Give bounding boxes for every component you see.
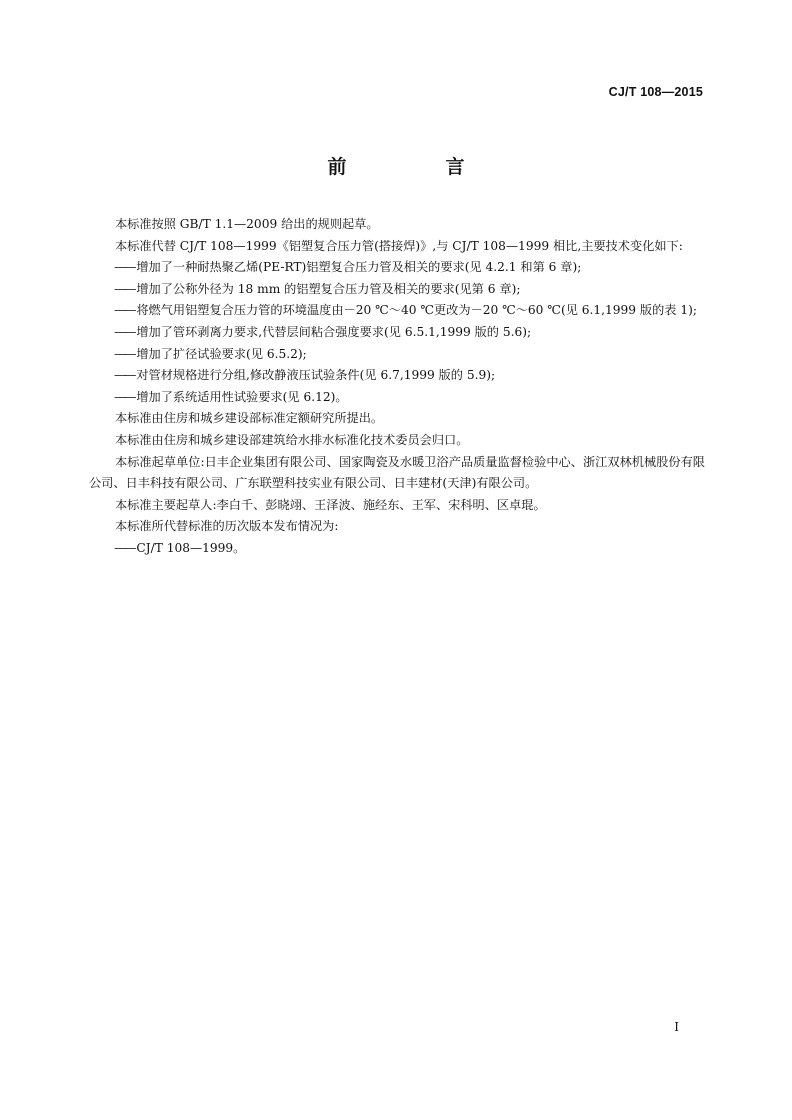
paragraph: 本标准所代替标准的历次版本发布情况为:	[115, 519, 339, 534]
change-item: —— 对管材规格进行分组,修改静液压试验条件(见 6.7,1999 版的 5.9);	[89, 365, 705, 387]
page-number: Ⅰ	[674, 1020, 679, 1034]
paragraph: 本标准代替 CJ/T 108—1999《铝塑复合压力管(搭接焊)》,与 CJ/T 108—1999 相比,主要技术变化如下:	[115, 238, 683, 253]
change-item: —— 增加了一种耐热聚乙烯(PE-RT)铝塑复合压力管及相关的要求(见 4.2.1 和第 6 章);	[89, 257, 705, 279]
paragraph: 本标准起草单位:日丰企业集团有限公司、国家陶瓷及水暖卫浴产品质量监督检验中心、浙江双林机械股份有限公司、日丰科技有限公司、广东联塑科技实业有限公司、日丰建材(天津)有限公司。	[89, 454, 705, 491]
foreword-body	[89, 214, 705, 560]
change-item: —— 增加了管环剥离力要求,代替层间粘合强度要求(见 6.5.1,1999 版的 5.6);	[89, 322, 705, 344]
paragraph: 本标准由住房和城乡建设部标准定额研究所提出。	[115, 411, 384, 426]
history-item: —— CJ/T 108—1999。	[89, 538, 705, 560]
page-title: 前 言	[327, 156, 505, 178]
paragraph: 本标准主要起草人:李白千、彭晓翊、王泽波、施经东、王军、宋科明、区卓琨。	[115, 497, 546, 512]
paragraph: 本标准按照 GB/T 1.1—2009 给出的规则起草。	[115, 217, 379, 231]
paragraph: 本标准由住房和城乡建设部建筑给水排水标准化技术委员会归口。	[115, 432, 469, 447]
change-item: —— 将燃气用铝塑复合压力管的环境温度由－20 ℃～40 ℃更改为－20 ℃～60 ℃(见 6.1,1999 版的表 1);	[89, 300, 705, 322]
change-item: —— 增加了系统适用性试验要求(见 6.12)。	[89, 387, 705, 409]
standard-code: CJ/T 108—2015	[608, 85, 703, 99]
change-item: —— 增加了公称外径为 18 mm 的铝塑复合压力管及相关的要求(见第 6 章);	[89, 279, 705, 301]
change-item: —— 增加了扩径试验要求(见 6.5.2);	[89, 344, 705, 366]
